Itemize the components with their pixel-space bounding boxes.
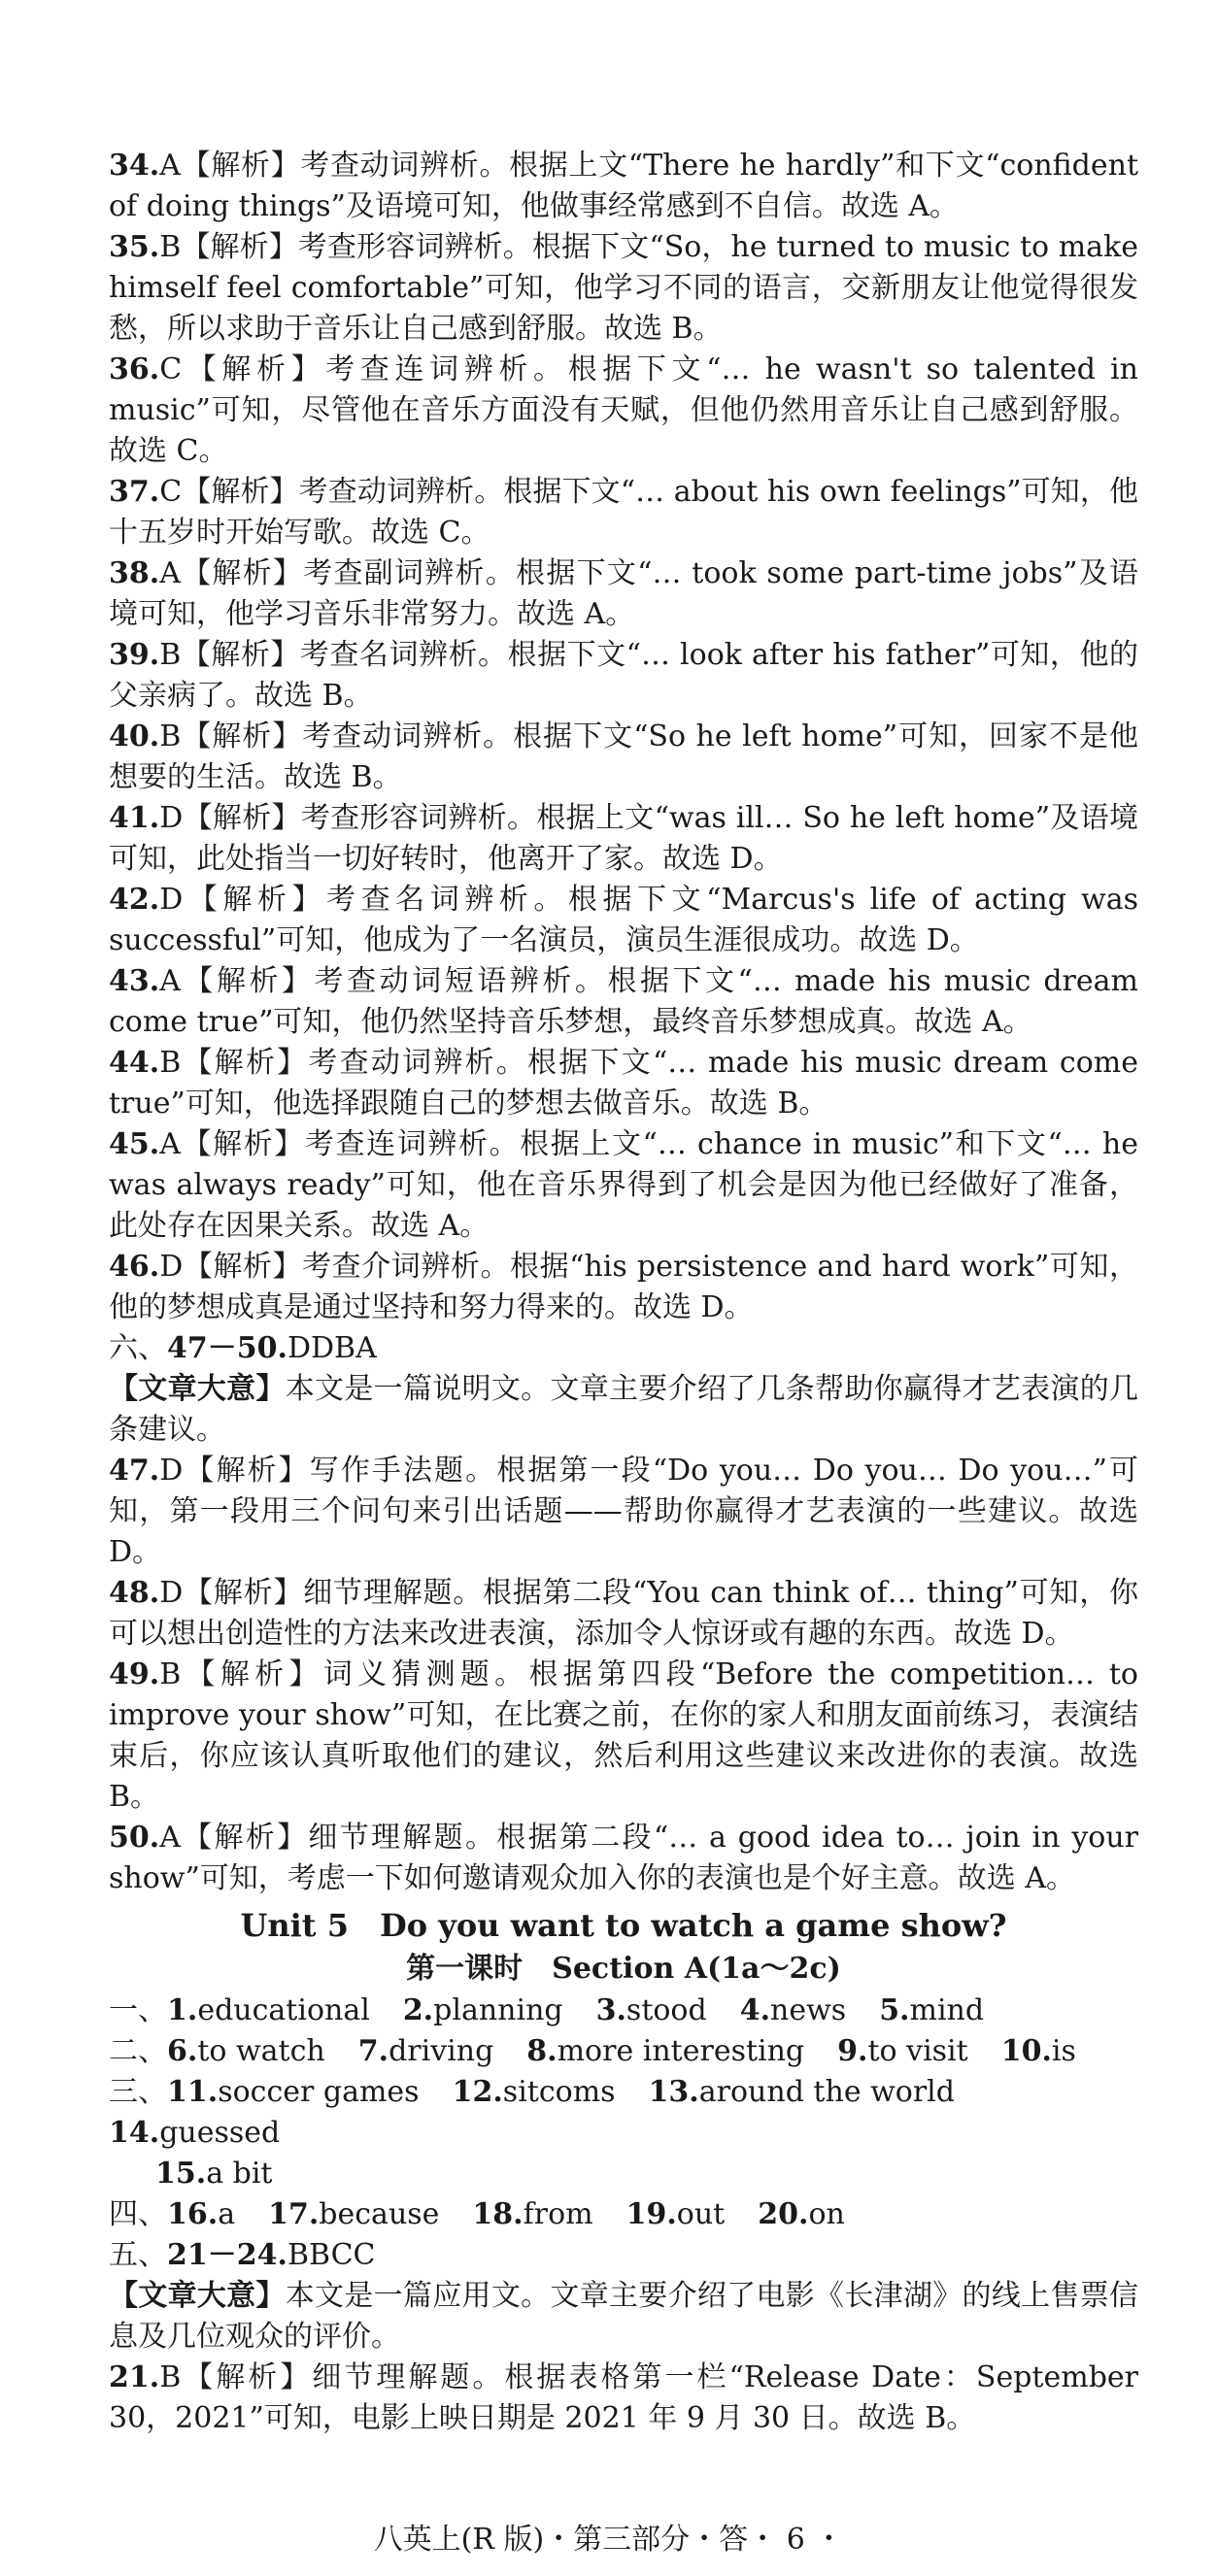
part6-header bbox=[109, 1328, 1138, 1369]
question-number: 37. bbox=[109, 475, 160, 509]
explanation-text: A【解析】考查副词辨析。根据下文“… took some part-time jobs”及语境可知，他学习音乐非常努力。故选 A。 bbox=[109, 556, 1138, 631]
part-prefix: 二、 bbox=[109, 2034, 167, 2068]
question-number: 39. bbox=[109, 638, 160, 672]
answer-cell bbox=[626, 2194, 726, 2235]
question-number: 21. bbox=[109, 2360, 160, 2394]
explanation-text: D【解析】写作手法题。根据第一段“Do you… Do you… Do you…”可知，第一段用三个问句来引出话题——帮助你赢得才艺表演的一些建议。故选 D。 bbox=[109, 1454, 1138, 1569]
answer-text: mind bbox=[909, 1993, 985, 2027]
answer-cell bbox=[167, 2072, 420, 2113]
explanation-text: A【解析】考查连词辨析。根据上文“… chance in music”和下文“… he was always ready”可知，他在音乐界得到了机会是因为他已经做好了准备，此处存在因果关系。故选 A。 bbox=[109, 1127, 1138, 1243]
answer-cell bbox=[453, 2072, 616, 2113]
question-number: 34. bbox=[109, 149, 160, 183]
question-number: 44. bbox=[109, 1046, 160, 1080]
explanation-item bbox=[109, 1655, 1138, 1818]
question-number: 17. bbox=[268, 2197, 320, 2231]
explanation-text: C【解析】考查连词辨析。根据下文“… he wasn't so talented in music”可知，尽管他在音乐方面没有天赋，但他仍然用音乐让自己感到舒服。故选 C。 bbox=[109, 352, 1138, 468]
explanation-text: D【解析】考查形容词辨析。根据上文“was ill… So he left home”及语境可知，此处指当一切好转时，他离开了家。故选 D。 bbox=[109, 801, 1138, 876]
answer-cell bbox=[596, 1991, 707, 2031]
question-number: 4. bbox=[739, 1993, 771, 2027]
answer-text: stood bbox=[625, 1993, 707, 2027]
part-prefix: 六、 bbox=[109, 1331, 167, 1365]
explanation-text: B【解析】考查名词辨析。根据下文“… look after his father”可知，他的父亲病了。故选 B。 bbox=[109, 638, 1138, 713]
explanation-text: B【解析】考查形容词辨析。根据下文“So，he turned to music to make himself feel comfortable”可知，他学习不同的语言，交新朋友让他觉得很发愁，所以求助于音乐让自己感到舒服。故选 B。 bbox=[109, 230, 1138, 346]
explanation-21 bbox=[109, 2358, 1138, 2439]
answer-cell bbox=[1001, 2031, 1076, 2072]
answer-text: is bbox=[1051, 2034, 1076, 2068]
explanation-text: A【解析】考查动词短语辨析。根据下文“… made his music dream come true”可知，他仍然坚持音乐梦想，最终音乐梦想成真。故选 A。 bbox=[109, 964, 1138, 1039]
answer-cell bbox=[472, 2194, 592, 2235]
summary-1 bbox=[109, 1369, 1138, 1451]
explanation-text: C【解析】考查动词辨析。根据下文“… about his own feelings”可知，他十五岁时开始写歌。故选 C。 bbox=[109, 475, 1138, 550]
question-number: 5. bbox=[879, 1993, 910, 2027]
answer-row bbox=[109, 2154, 1138, 2194]
question-number: 12. bbox=[452, 2075, 503, 2109]
answer-cell bbox=[268, 2194, 439, 2235]
answer-text: more interesting bbox=[557, 2034, 805, 2068]
explanation-text: B【解析】考查动词辨析。根据下文“So he left home”可知，回家不是他想要的生活。故选 B。 bbox=[109, 719, 1138, 794]
answer-text: because bbox=[319, 2197, 440, 2231]
answer-text: sitcoms bbox=[502, 2075, 616, 2109]
section-title: 第一课时 Section A(1a～2c) bbox=[406, 1952, 841, 1986]
answer-cell bbox=[649, 2072, 955, 2113]
answer-text: around the world bbox=[698, 2075, 955, 2109]
answer-text: out bbox=[676, 2197, 726, 2231]
question-number: 2. bbox=[402, 1993, 434, 2027]
answer-text: a bit bbox=[206, 2157, 273, 2191]
question-number: 38. bbox=[109, 556, 160, 590]
question-number: 13. bbox=[648, 2075, 699, 2109]
question-number: 19. bbox=[625, 2197, 677, 2231]
summary-text: 本文是一篇应用文。文章主要介绍了电影《长津湖》的线上售票信息及几位观众的评价。 bbox=[109, 2279, 1139, 2354]
answer-cell bbox=[758, 2194, 845, 2235]
explanations-34-46 bbox=[109, 146, 1138, 1328]
question-number: 40. bbox=[109, 719, 160, 753]
explanation-item bbox=[109, 717, 1138, 798]
explanation-text: D【解析】考查名词辨析。根据下文“Marcus's life of acting was successful”可知，他成为了一名演员，演员生涯很成功。故选 D。 bbox=[109, 883, 1138, 957]
question-number: 50. bbox=[109, 1821, 160, 1855]
question-number: 20. bbox=[758, 2197, 809, 2231]
explanation-item bbox=[109, 1043, 1138, 1124]
answer-rows bbox=[109, 1991, 1138, 2235]
question-number: 7. bbox=[357, 2034, 389, 2068]
question-number: 41. bbox=[109, 801, 160, 835]
answer-text: a bbox=[218, 2197, 236, 2231]
answer-row bbox=[109, 2194, 1138, 2235]
explanation-text: B【解析】细节理解题。根据表格第一栏“Release Date：September 30，2021”可知，电影上映日期是 2021 年 9 月 30 日。故选 B。 bbox=[109, 2360, 1138, 2435]
answer-cell bbox=[167, 1991, 370, 2031]
part-prefix: 一、 bbox=[109, 1993, 167, 2027]
explanation-item bbox=[109, 146, 1138, 227]
answer-text: driving bbox=[389, 2034, 494, 2068]
explanation-text: B【解析】考查动词辨析。根据下文“… made his music dream come true”可知，他选择跟随自己的梦想去做音乐。故选 B。 bbox=[109, 1046, 1138, 1121]
explanation-item bbox=[109, 880, 1138, 961]
explanation-item bbox=[109, 1124, 1138, 1247]
answer-cell bbox=[879, 1991, 984, 2031]
question-number: 11. bbox=[167, 2075, 219, 2109]
unit-title: Unit 5 Do you want to watch a game show? bbox=[240, 1907, 1007, 1944]
answer-row bbox=[109, 2031, 1138, 2072]
answer-text: to visit bbox=[867, 2034, 968, 2068]
explanation-item bbox=[109, 961, 1138, 1043]
answer-cell bbox=[109, 2113, 280, 2154]
explanation-text: A【解析】细节理解题。根据第二段“… a good idea to… join in your show”可知，考虑一下如何邀请观众加入你的表演也是个好主意。故选 A。 bbox=[109, 1821, 1138, 1895]
answer-text: to watch bbox=[197, 2034, 325, 2068]
part-prefix: 五、 bbox=[109, 2238, 167, 2272]
answer-text: educational bbox=[197, 1993, 370, 2027]
answer-page bbox=[109, 146, 1138, 2439]
explanation-text: A【解析】考查动词辨析。根据上文“There he hardly”和下文“confident of doing things”及语境可知，他做事经常感到不自信。故选 A。 bbox=[109, 149, 1138, 223]
question-range: 47－50. bbox=[167, 1331, 287, 1365]
summary-label: 【文章大意】 bbox=[109, 1372, 286, 1406]
answer-row bbox=[109, 1991, 1138, 2031]
question-number: 42. bbox=[109, 883, 160, 917]
answer-key: BBCC bbox=[287, 2238, 376, 2272]
page-footer: 八英上(R 版)・第三部分・答・ 6 ・ bbox=[373, 2523, 844, 2557]
part-prefix: 四、 bbox=[109, 2197, 167, 2231]
question-number: 35. bbox=[109, 230, 160, 264]
explanation-item bbox=[109, 798, 1138, 880]
answer-text: guessed bbox=[159, 2116, 281, 2150]
answer-cell bbox=[155, 2154, 272, 2194]
question-number: 16. bbox=[167, 2197, 219, 2231]
question-number: 45. bbox=[109, 1127, 160, 1161]
explanation-item bbox=[109, 1573, 1138, 1655]
question-number: 43. bbox=[109, 964, 160, 998]
answer-text: soccer games bbox=[218, 2075, 420, 2109]
answer-key: DDBA bbox=[287, 1331, 377, 1365]
answer-cell bbox=[167, 2194, 235, 2235]
question-number: 9. bbox=[837, 2034, 868, 2068]
answer-cell bbox=[526, 2031, 804, 2072]
explanation-item bbox=[109, 1451, 1138, 1573]
answer-cell bbox=[740, 1991, 846, 2031]
question-number: 36. bbox=[109, 352, 160, 386]
summary-2 bbox=[109, 2276, 1138, 2358]
explanation-item bbox=[109, 350, 1138, 472]
question-number: 48. bbox=[109, 1576, 160, 1610]
part-prefix: 三、 bbox=[109, 2075, 167, 2109]
question-number: 10. bbox=[1000, 2034, 1052, 2068]
explanation-item bbox=[109, 472, 1138, 553]
explanation-item bbox=[109, 553, 1138, 635]
explanation-item bbox=[109, 227, 1138, 350]
answer-row bbox=[109, 2072, 1138, 2154]
question-number: 1. bbox=[167, 1993, 198, 2027]
answer-cell bbox=[167, 2031, 325, 2072]
explanation-item bbox=[109, 1818, 1138, 1899]
answer-cell bbox=[837, 2031, 968, 2072]
answer-text: on bbox=[808, 2197, 845, 2231]
answer-text: planning bbox=[433, 1993, 563, 2027]
answer-cell bbox=[403, 1991, 563, 2031]
summary-label: 【文章大意】 bbox=[109, 2279, 286, 2313]
answer-text: from bbox=[523, 2197, 593, 2231]
answer-cell bbox=[358, 2031, 494, 2072]
question-number: 14. bbox=[109, 2116, 160, 2150]
explanation-text: D【解析】细节理解题。根据第二段“You can think of… thing”可知，你可以想出创造性的方法来改进表演，添加令人惊讶或有趣的东西。故选 D。 bbox=[109, 1576, 1138, 1651]
answer-text: news bbox=[770, 1993, 847, 2027]
question-range: 21－24. bbox=[167, 2238, 287, 2272]
explanation-item bbox=[109, 1247, 1138, 1328]
part5-header bbox=[109, 2235, 1138, 2276]
explanation-text: B【解析】词义猜测题。根据第四段“Before the competition… to improve your show”可知，在比赛之前，在你的家人和朋友面前练习，表演结束后，你应该认真听取他们的建议，然后利用这些建议来改进你的表演。故选 B。 bbox=[109, 1657, 1138, 1814]
question-number: 8. bbox=[526, 2034, 558, 2068]
question-number: 47. bbox=[109, 1454, 160, 1488]
question-number: 6. bbox=[167, 2034, 198, 2068]
question-number: 18. bbox=[472, 2197, 524, 2231]
explanations-47-50 bbox=[109, 1451, 1138, 1899]
question-number: 46. bbox=[109, 1250, 160, 1284]
question-number: 15. bbox=[155, 2157, 207, 2191]
explanation-text: D【解析】考查介词辨析。根据“his persistence and hard work”可知，他的梦想成真是通过坚持和努力得来的。故选 D。 bbox=[109, 1250, 1138, 1324]
question-number: 3. bbox=[595, 1993, 626, 2027]
summary-text: 本文是一篇说明文。文章主要介绍了几条帮助你赢得才艺表演的几条建议。 bbox=[109, 1372, 1139, 1447]
question-number: 49. bbox=[109, 1657, 160, 1691]
explanation-item bbox=[109, 635, 1138, 717]
